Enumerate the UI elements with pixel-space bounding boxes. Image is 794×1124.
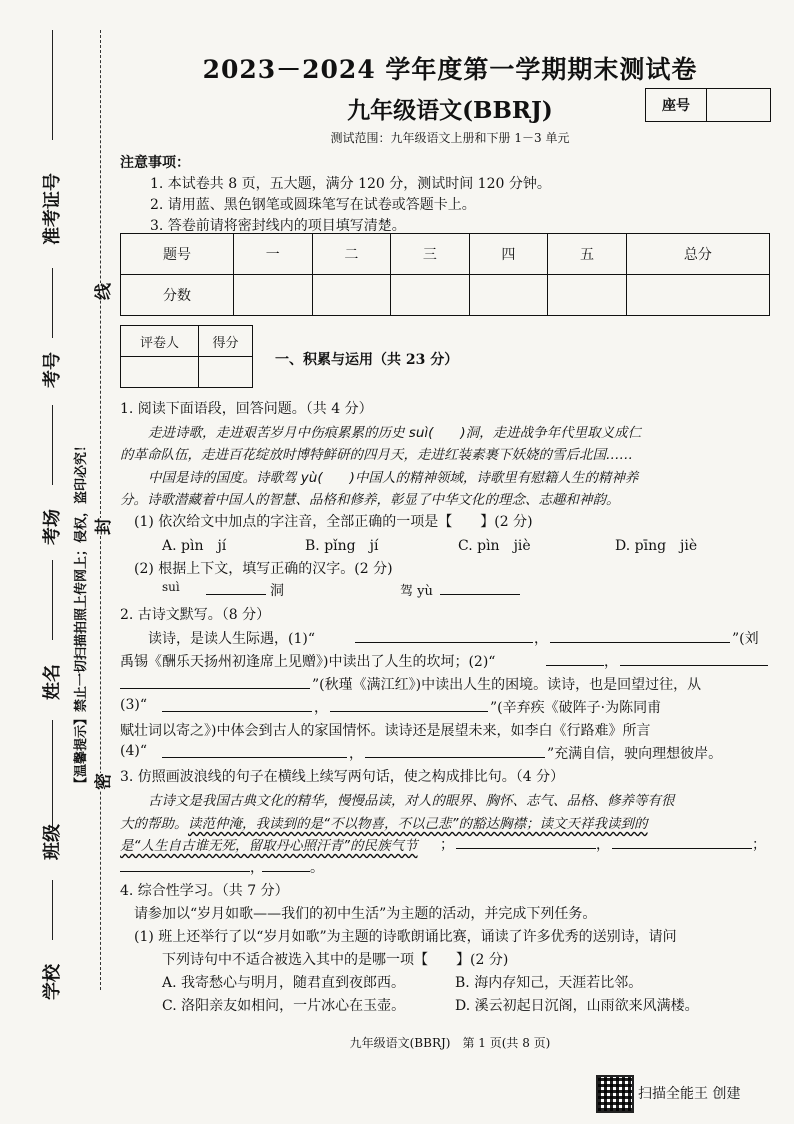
exam-subtitle: 九年级语文(BBRJ) bbox=[347, 97, 553, 124]
passage-line: ”(秋瑾《满江红》)中读出人生的困境。读诗，也是回望过往，从 bbox=[312, 677, 702, 693]
table-row bbox=[121, 275, 770, 316]
punct: ， bbox=[604, 654, 618, 670]
passage-line: 赋壮词以寄之》)中体会到古人的家国情怀。读诗还是展望未来，如李白《行路难》所言 bbox=[120, 723, 651, 739]
table-header-cell: 一 bbox=[234, 234, 313, 275]
question-stem: 4. 综合性学习。（共 7 分） bbox=[120, 883, 289, 899]
answer-blank[interactable] bbox=[206, 580, 266, 595]
seat-number-box bbox=[645, 88, 771, 122]
note-item: 3. 答卷前请将密封线内的项目填写清楚。 bbox=[150, 218, 406, 234]
answer-blank[interactable] bbox=[550, 628, 730, 643]
name-label: 姓名 bbox=[42, 664, 63, 700]
passage-line: (4)“ bbox=[120, 743, 147, 759]
admission-line bbox=[52, 30, 53, 140]
table-row bbox=[121, 234, 770, 275]
table-header-cell: 四 bbox=[469, 234, 548, 275]
punct: ， bbox=[534, 631, 548, 647]
question-stem: 3. 仿照画波浪线的句子在横线上续写两句话，使之构成排比句。（4 分） bbox=[120, 769, 565, 785]
question-stem: 1. 阅读下面语段，回答问题。（共 4 分） bbox=[120, 401, 373, 417]
seat-number-field[interactable] bbox=[707, 89, 770, 121]
wavy-sentence: 是“人生自古谁无死，留取丹心照汗青”的民族气节 bbox=[120, 838, 418, 854]
scanner-watermark: 扫描全能王 创建 bbox=[638, 1086, 741, 1102]
option-b[interactable]: B. 海内存知己，天涯若比邻。 bbox=[455, 975, 643, 991]
option-a[interactable]: A. pìn jí bbox=[162, 538, 227, 554]
page-footer: 九年级语文(BBRJ) 第 1 页(共 8 页) bbox=[349, 1036, 551, 1050]
passage-line: 走进诗歌，走进艰苦岁月中伤痕累累的历史 suì( )洞，走进战争年代里取义成仁 bbox=[148, 425, 642, 441]
note-item: 1. 本试卷共 8 页，五大题，满分 120 分，测试时间 120 分钟。 bbox=[150, 176, 551, 192]
table-header-cell: 五 bbox=[548, 234, 627, 275]
points-label: 得分 bbox=[199, 326, 253, 357]
answer-blank[interactable] bbox=[162, 743, 347, 758]
room-line bbox=[52, 405, 53, 485]
answer-blank[interactable] bbox=[120, 674, 310, 689]
table-header-cell: 二 bbox=[312, 234, 391, 275]
points-field[interactable] bbox=[199, 357, 253, 388]
answer-blank[interactable] bbox=[546, 651, 604, 666]
question-stem: 2. 古诗文默写。（8 分） bbox=[120, 607, 271, 623]
seat-label: 座号 bbox=[646, 89, 707, 121]
punct: 。 bbox=[310, 860, 324, 876]
sub-question: (2) 根据上下文，填写正确的汉字。(2 分) bbox=[134, 561, 393, 577]
name-line bbox=[52, 560, 53, 640]
option-c[interactable]: C. pìn jiè bbox=[458, 538, 531, 554]
sub-question: 下列诗句中不适合被选入其中的是哪一项【 】(2 分) bbox=[162, 952, 509, 968]
answer-blank[interactable] bbox=[262, 857, 310, 872]
passage-line: ”(刘 bbox=[732, 631, 759, 647]
answer-blank[interactable] bbox=[456, 834, 596, 849]
answer-blank[interactable] bbox=[120, 857, 250, 872]
option-b[interactable]: B. pǐng jí bbox=[305, 538, 379, 554]
seal-dash-line bbox=[100, 30, 101, 990]
pinyin-label: 驾 yù bbox=[400, 584, 433, 599]
school-line bbox=[52, 880, 53, 940]
seal-mi-char: 密 bbox=[89, 773, 114, 790]
punct: ， bbox=[250, 860, 264, 876]
punct: ； bbox=[440, 837, 454, 853]
score-cell[interactable] bbox=[548, 275, 627, 316]
answer-blank[interactable] bbox=[620, 651, 768, 666]
pinyin-label: suì bbox=[162, 580, 180, 594]
answer-blank[interactable] bbox=[330, 697, 488, 712]
sub-question: (1) 依次给文中加点的字注音，全部正确的一项是【 】(2 分) bbox=[134, 514, 533, 530]
section-title: 一、积累与运用（共 23 分） bbox=[275, 352, 459, 368]
passage-line: 请参加以“岁月如歌——我们的初中生活”为主题的活动，并完成下列任务。 bbox=[134, 906, 597, 922]
passage-line: 中国是诗的国度。诗歌驾 yù( )中国人的精神领域，诗歌里有慰籍人生的精神养 bbox=[148, 470, 639, 486]
note-item: 2. 请用蓝、黑色钢笔或圆珠笔写在试卷或答题卡上。 bbox=[150, 197, 476, 213]
grader-label: 评卷人 bbox=[121, 326, 199, 357]
answer-blank[interactable] bbox=[365, 743, 545, 758]
notes-heading: 注意事项： bbox=[120, 155, 190, 171]
exam-scope: 测试范围：九年级语文上册和下册 1－3 单元 bbox=[330, 131, 570, 145]
score-cell[interactable] bbox=[391, 275, 470, 316]
grader-field[interactable] bbox=[121, 357, 199, 388]
table-row bbox=[121, 326, 253, 357]
score-cell[interactable] bbox=[312, 275, 391, 316]
school-label: 学校 bbox=[42, 964, 63, 1000]
punct: ； bbox=[752, 837, 766, 853]
passage-line: 禹锡《酬乐天扬州初逢席上见赠》)中读出了人生的坎坷；(2)“ bbox=[120, 654, 496, 670]
qr-code-icon bbox=[596, 1075, 634, 1113]
table-header-cell: 题号 bbox=[121, 234, 234, 275]
answer-blank[interactable] bbox=[162, 697, 312, 712]
option-d[interactable]: D. 溪云初起日沉阁，山雨欲来风满楼。 bbox=[455, 998, 699, 1014]
passage-line: ”充满自信，驶向理想彼岸。 bbox=[547, 746, 723, 762]
fill-char: 洞 bbox=[270, 583, 284, 599]
class-label: 班级 bbox=[42, 824, 63, 860]
table-row bbox=[121, 357, 253, 388]
option-a[interactable]: A. 我寄愁心与明月，随君直到夜郎西。 bbox=[162, 975, 406, 991]
exam-no-line bbox=[52, 268, 53, 338]
grader-table bbox=[120, 325, 253, 388]
score-cell[interactable] bbox=[626, 275, 769, 316]
score-cell[interactable] bbox=[234, 275, 313, 316]
answer-blank[interactable] bbox=[612, 834, 752, 849]
option-d[interactable]: D. pīng jiè bbox=[615, 538, 698, 554]
seal-feng-char: 封 bbox=[89, 518, 114, 535]
class-line bbox=[52, 720, 53, 830]
passage-line: ”(辛弃疾《破阵子·为陈同甫 bbox=[490, 700, 662, 716]
passage-line: 的革命队伍，走进百花绽放时博特鲜研的四月天，走进红装素裹下妖娆的雪后北国…… bbox=[120, 447, 633, 463]
exam-no-label: 考号 bbox=[42, 352, 63, 388]
table-row-label: 分数 bbox=[121, 275, 234, 316]
punct: ， bbox=[596, 837, 610, 853]
passage-line: 读诗，是读人生际遇，(1)“ bbox=[148, 631, 315, 647]
score-cell[interactable] bbox=[469, 275, 548, 316]
reminder-text: 【温馨提示】禁止一切扫描拍照上传网上；侵权，盗印必究！ bbox=[74, 438, 89, 790]
admission-label: 准考证号 bbox=[42, 173, 63, 245]
passage-line: 大的帮助。 bbox=[120, 816, 188, 832]
room-label: 考场 bbox=[42, 509, 63, 545]
exam-title: 2023－2024 学年度第一学期期末测试卷 bbox=[202, 55, 698, 84]
passage-line: 分。诗歌潜藏着中国人的智慧、品格和修养，彰显了中华文化的理念、志趣和神韵。 bbox=[120, 492, 620, 508]
seal-line-char: 线 bbox=[89, 283, 114, 300]
passage-line: 古诗文是我国古典文化的精华，慢慢品读，对人的眼界、胸怀、志气、品格、修养等有很 bbox=[148, 793, 675, 809]
answer-blank[interactable] bbox=[355, 628, 533, 643]
punct: ， bbox=[349, 746, 363, 762]
passage-line: (3)“ bbox=[120, 697, 147, 713]
score-table bbox=[120, 233, 770, 316]
table-header-cell: 总分 bbox=[626, 234, 769, 275]
punct: ， bbox=[314, 700, 328, 716]
sub-question: (1) 班上还举行了以“岁月如歌”为主题的诗歌朗诵比赛，诵读了许多优秀的送别诗，请问 bbox=[134, 929, 677, 945]
wavy-sentence: 读范仲淹，我读到的是“不以物喜，不以己悲”的豁达胸襟；读文天祥我读到的 bbox=[188, 816, 648, 832]
option-c[interactable]: C. 洛阳亲友如相问，一片冰心在玉壶。 bbox=[162, 998, 406, 1014]
table-header-cell: 三 bbox=[391, 234, 470, 275]
answer-blank[interactable] bbox=[440, 580, 520, 595]
